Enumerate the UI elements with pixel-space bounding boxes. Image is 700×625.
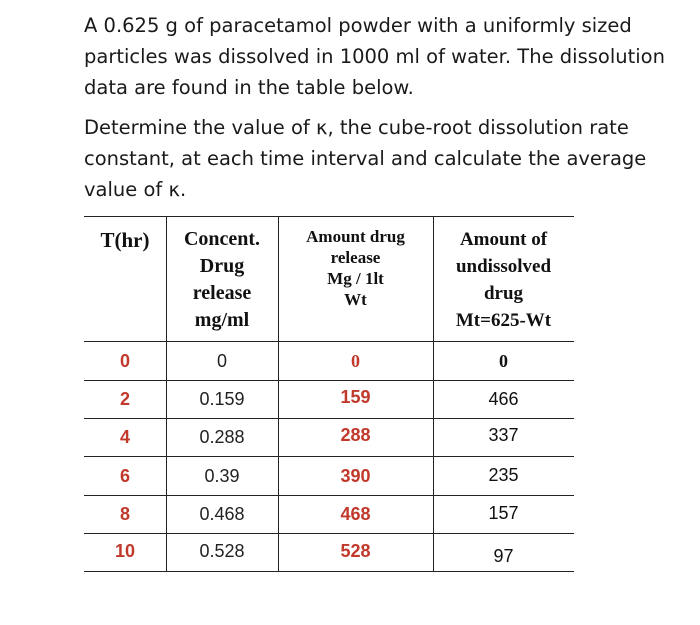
cell-time: 4	[119, 427, 130, 447]
cell-concentration: 0.468	[199, 504, 245, 524]
cell-concentration: 0.39	[204, 466, 240, 486]
cell-undissolved: 157	[488, 503, 519, 523]
cell-concentration: 0.528	[199, 541, 245, 561]
cell-time: 0	[119, 351, 130, 371]
row-divider	[84, 495, 574, 496]
header-amount-released: Amount drug release Mg / 1lt Wt	[306, 227, 405, 309]
cell-time: 6	[119, 466, 130, 486]
row-divider	[84, 418, 574, 419]
cell-undissolved: 337	[488, 425, 519, 445]
cell-concentration: 0	[216, 351, 227, 371]
header-undissolved: Amount of undissolved drug Mt=625-Wt	[455, 229, 552, 331]
row-divider	[84, 456, 574, 457]
cell-undissolved: 0	[499, 351, 508, 371]
table-top-border	[84, 216, 574, 217]
table-bottom-border	[84, 571, 574, 572]
cell-undissolved: 235	[488, 465, 519, 485]
cell-undissolved: 97	[493, 546, 514, 566]
cell-amount-released: 0	[351, 351, 360, 371]
problem-paragraph-1: A 0.625 g of paracetamol powder with a uniformly sized particles was dissolved in 1000 ml of water. The dissolution data are found in the table below.	[84, 14, 665, 99]
problem-paragraph-2: Determine the value of κ, the cube-root dissolution rate constant, at each time interval and calculate the average value of κ.	[84, 116, 647, 201]
cell-time: 8	[119, 504, 130, 524]
cell-amount-released: 390	[340, 466, 371, 486]
cell-concentration: 0.159	[199, 389, 245, 409]
cell-time: 10	[114, 541, 136, 561]
cell-time: 2	[119, 389, 130, 409]
cell-amount-released: 528	[340, 541, 371, 561]
header-concentration: Concent. Drug release mg/ml	[183, 228, 261, 331]
cell-amount-released: 468	[340, 504, 371, 524]
cell-undissolved: 466	[488, 389, 519, 409]
row-divider	[84, 380, 574, 381]
dissolution-table	[84, 216, 574, 576]
row-divider	[84, 533, 574, 534]
header-bottom-border	[84, 341, 574, 342]
header-time: T(hr)	[100, 228, 150, 252]
cell-amount-released: 159	[340, 387, 371, 407]
cell-concentration: 0.288	[199, 427, 245, 447]
cell-amount-released: 288	[340, 425, 371, 445]
